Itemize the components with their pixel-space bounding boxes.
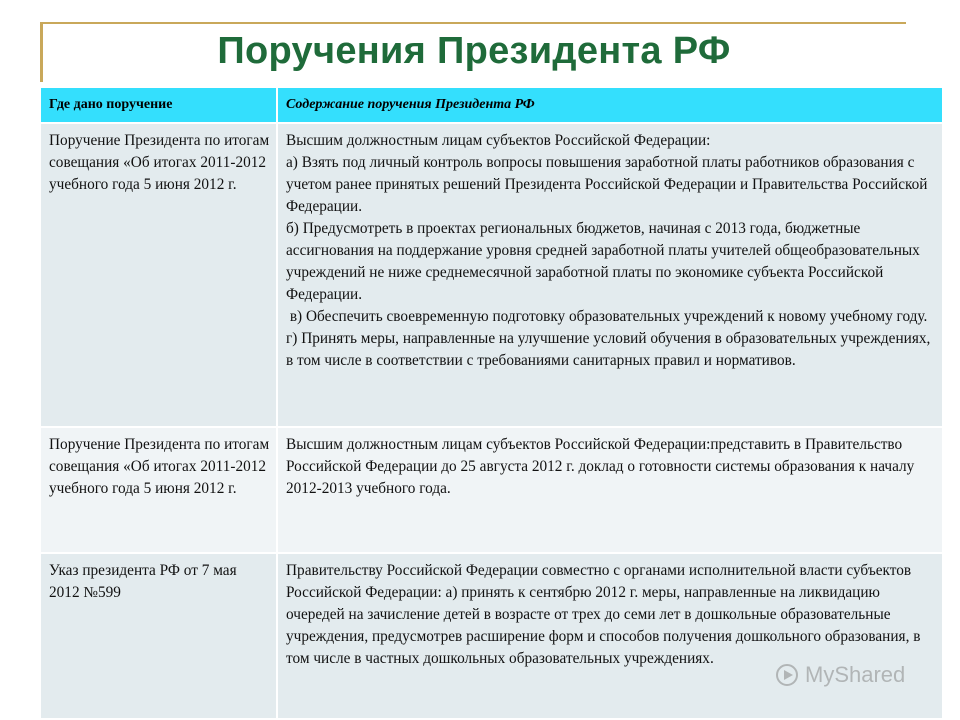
table-header-row <box>41 88 942 123</box>
row-content-cell <box>277 553 942 718</box>
table-row <box>41 123 942 427</box>
row-source-cell: Поручение Президента по итогам совещания «Об итогах 2011-2012 учебного года 5 июня 2012 г. <box>41 427 277 553</box>
row-content-cell <box>277 427 942 553</box>
content-line: б) Предусмотреть в проектах региональных бюджетов, начиная с 2013 года, бюджетные ассигнования на поддержание уровня средней заработной платы учителей общеобразовательных учреждений не ниже среднемесячной заработной платы по экономике субъекта Российской Федерации. <box>286 220 920 303</box>
orders-table <box>41 88 942 718</box>
content-line: а) Взять под личный контроль вопросы повышения заработной платы работников образования с учетом ранее принятых решений Президента Российской Федерации и Правительства Российской Федерации. <box>286 154 928 215</box>
row-source-cell: Поручение Президента по итогам совещания «Об итогах 2011-2012 учебного года 5 июня 2012 г. <box>41 123 277 427</box>
decorative-horizontal-line <box>40 22 906 24</box>
row-source-cell: Указ президента РФ от 7 мая 2012 №599 <box>41 553 277 718</box>
table-row <box>41 553 942 718</box>
content-line: Высшим должностным лицам субъектов Российской Федерации: <box>286 132 711 149</box>
content-line: Высшим должностным лицам субъектов Российской Федерации:представить в Правительство Российской Федерации до 25 августа 2012 г. доклад о готовности системы образования к началу 2012-2013 учебного года. <box>286 436 915 497</box>
header-content: Содержание поручения Президента РФ <box>277 88 942 123</box>
content-line: г) Принять меры, направленные на улучшение условий обучения в образовательных учреждениях, в том числе в соответствии с требованиями санитарных правил и нормативов. <box>286 330 931 369</box>
content-line: в) Обеспечить своевременную подготовку образовательных учреждений к новому учебному году. <box>286 308 928 325</box>
slide-title: Поручения Президента РФ <box>217 30 731 72</box>
play-circle-icon <box>775 663 799 687</box>
watermark-logo <box>775 660 925 690</box>
watermark-text: MyShared <box>805 662 906 687</box>
table-row <box>41 427 942 553</box>
header-source: Где дано поручение <box>41 88 277 123</box>
content-line: Правительству Российской Федерации совместно с органами исполнительной власти субъектов Российской Федерации: а) принять к сентябрю 2012 г. меры, направленные на ликвидацию очередей на зачисление детей в возрасте от трех до семи лет в дошкольные образовательные учреждения, предусмотрев расширение форм и способов получения дошкольного образования, в том числе в частных дошкольных образовательных учреждениях. <box>286 562 921 667</box>
row-content-cell <box>277 123 942 427</box>
